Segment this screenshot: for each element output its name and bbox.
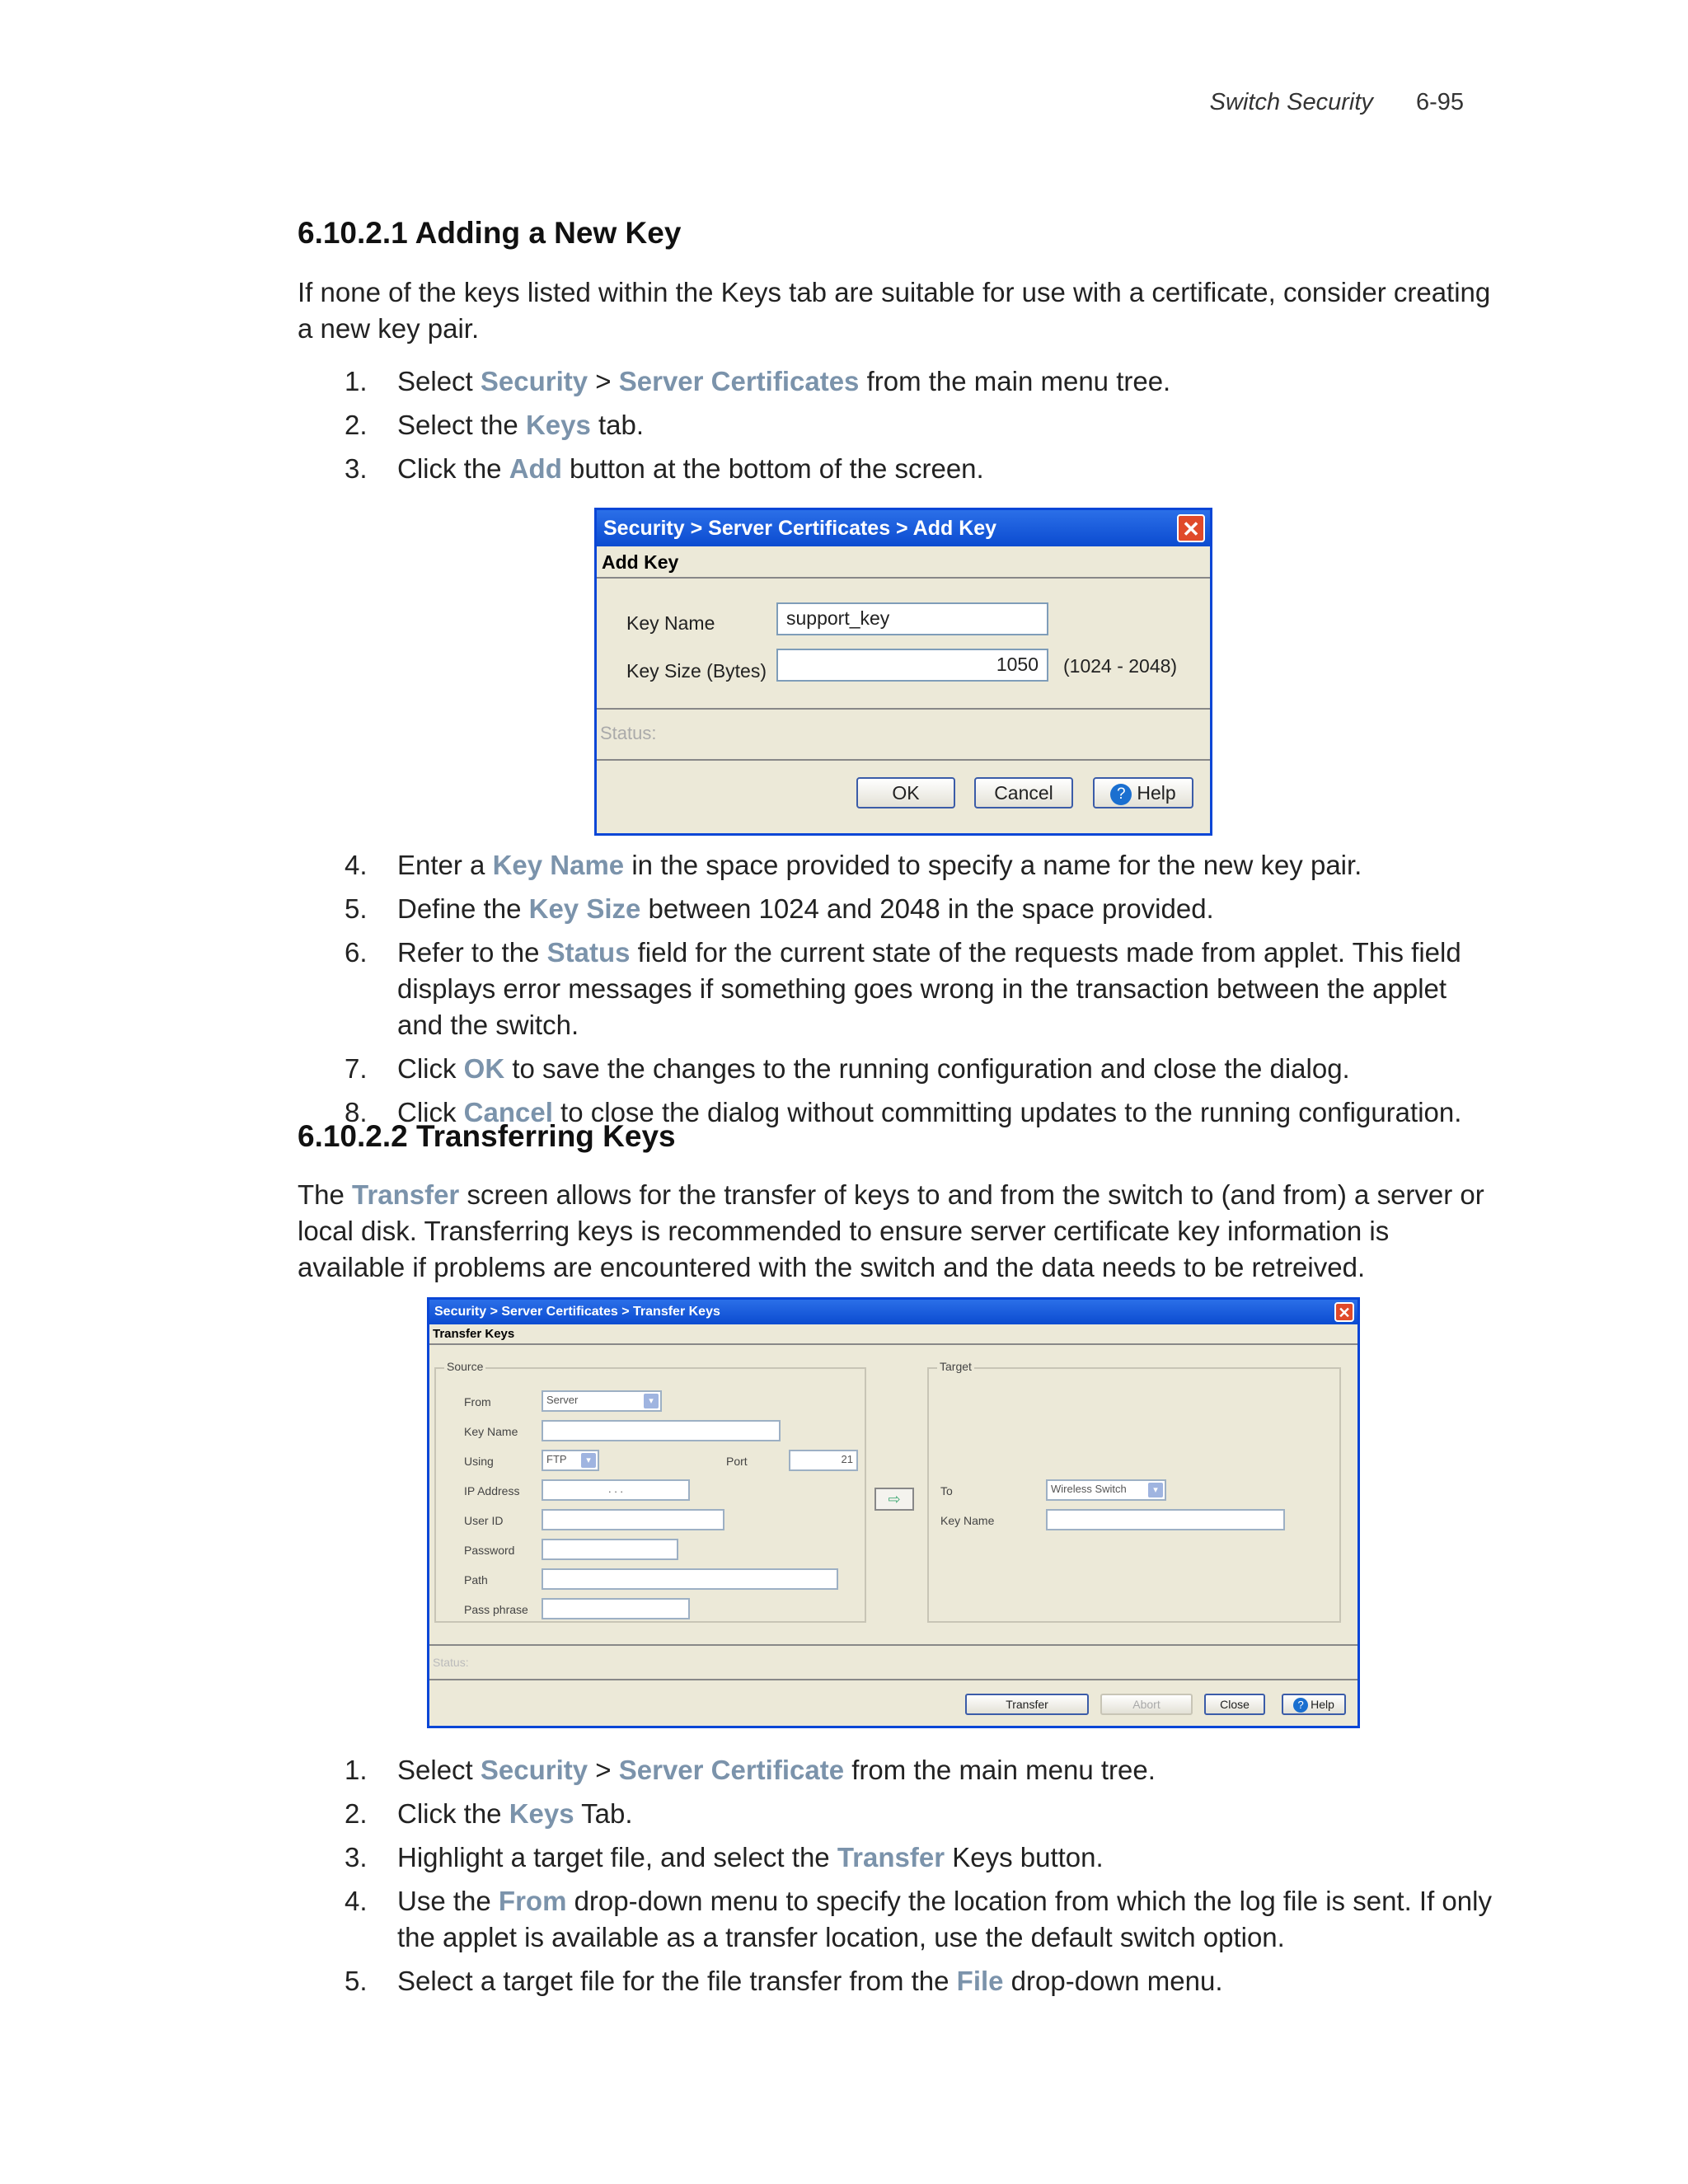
section-heading-transferring-keys: 6.10.2.2 Transferring Keys: [298, 1119, 676, 1153]
key-name-label: Key Name: [626, 612, 715, 634]
ok-button[interactable]: OK: [856, 777, 955, 808]
close-button[interactable]: Close: [1204, 1694, 1265, 1715]
key-size-range: (1024 - 2048): [1063, 655, 1178, 677]
source-group: [434, 1360, 866, 1623]
page-header: [1210, 89, 1464, 116]
pass-phrase-label: Pass phrase: [464, 1603, 528, 1616]
from-label: From: [464, 1395, 491, 1408]
dialog-section-title: Transfer Keys: [429, 1324, 1357, 1345]
transfer-keys-dialog: [427, 1297, 1360, 1728]
password-label: Password: [464, 1544, 515, 1557]
list-item: 4. Use the From drop-down menu to specify the location from which the log file is sent. If only the applet is available as a transfer location, use the default switch option.: [345, 1886, 1492, 1952]
port-label: Port: [726, 1455, 748, 1468]
password-input[interactable]: [542, 1539, 678, 1560]
key-name-label: Key Name: [464, 1425, 518, 1438]
list-item: 7. Click OK to save the changes to the running configuration and close the dialog.: [345, 1053, 1350, 1084]
divider: [429, 1644, 1357, 1646]
key-size-input[interactable]: 1050: [776, 649, 1048, 682]
status-field: Status:: [433, 1656, 469, 1669]
steps-list-b: [345, 847, 1498, 1138]
divider: [597, 708, 1210, 710]
port-input[interactable]: 21: [789, 1450, 858, 1471]
close-icon[interactable]: ✕: [1334, 1302, 1354, 1322]
to-label: To: [940, 1484, 953, 1497]
list-item: 1. Select Security > Server Certificate from the main menu tree.: [345, 1755, 1156, 1785]
cancel-button[interactable]: Cancel: [974, 777, 1073, 808]
help-button[interactable]: ? Help: [1282, 1694, 1346, 1715]
path-label: Path: [464, 1573, 488, 1586]
steps-list-a: [345, 363, 1498, 494]
dialog-titlebar: [429, 1300, 1357, 1324]
path-input[interactable]: [542, 1568, 838, 1590]
target-key-name-label: Key Name: [940, 1514, 995, 1527]
chevron-down-icon: ▾: [644, 1394, 659, 1408]
list-item: 1. Select Security > Server Certificates from the main menu tree.: [345, 366, 1171, 396]
list-item: 2. Select the Keys tab.: [345, 410, 645, 440]
chevron-down-icon: ▾: [581, 1453, 596, 1468]
page-number: 6-95: [1415, 89, 1464, 115]
add-key-dialog: [594, 508, 1212, 836]
status-field: Status:: [600, 723, 657, 743]
using-label: Using: [464, 1455, 494, 1468]
pass-phrase-input[interactable]: [542, 1598, 690, 1619]
list-item: 6. Refer to the Status field for the current state of the requests made from applet. This field displays error messages if something goes wrong in the transaction between the applet and the switch.: [345, 937, 1461, 1040]
help-icon: ?: [1293, 1698, 1308, 1713]
key-name-input[interactable]: support_key: [776, 602, 1048, 635]
user-id-input[interactable]: [542, 1509, 724, 1530]
steps-list-c: [345, 1752, 1498, 2007]
target-group: [927, 1360, 1341, 1623]
transfer-paragraph: The Transfer screen allows for the transfer of keys to and from the switch to (and from) a server or local disk. Transferring keys is recommended to ensure server certificate key information is available if problems are encountered with the switch and the data needs to be retreived.: [298, 1179, 1484, 1282]
list-item: 8. Click Cancel to close the dialog without committing updates to the running configuration.: [345, 1097, 1462, 1127]
list-item: 2. Click the Keys Tab.: [345, 1798, 633, 1829]
divider: [429, 1679, 1357, 1680]
list-item: 3. Click the Add button at the bottom of the screen.: [345, 453, 984, 484]
dialog-titlebar: [597, 510, 1210, 546]
to-select[interactable]: Wireless Switch ▾: [1046, 1479, 1166, 1501]
help-button[interactable]: ? Help: [1093, 777, 1193, 808]
intro-paragraph: If none of the keys listed within the Keys tab are suitable for use with a certificate, consider creating a new key pair.: [298, 277, 1491, 344]
transfer-button[interactable]: Transfer: [965, 1694, 1089, 1715]
using-select[interactable]: FTP ▾: [542, 1450, 599, 1471]
dialog-section-title: Add Key: [597, 546, 1210, 579]
abort-button[interactable]: Abort: [1100, 1694, 1193, 1715]
ip-address-input[interactable]: . . .: [542, 1479, 690, 1501]
dialog-title: Security > Server Certificates > Transfer Keys: [434, 1305, 720, 1319]
dialog-title: Security > Server Certificates > Add Key: [603, 517, 997, 540]
key-name-input[interactable]: [542, 1420, 781, 1441]
close-icon[interactable]: ✕: [1177, 514, 1205, 542]
list-item: 5. Define the Key Size between 1024 and 2048 in the space provided.: [345, 893, 1214, 924]
list-item: 4. Enter a Key Name in the space provided to specify a name for the new key pair.: [345, 850, 1362, 880]
ip-address-label: IP Address: [464, 1484, 520, 1497]
list-item: 5. Select a target file for the file transfer from the File drop-down menu.: [345, 1966, 1223, 1996]
list-item: 3. Highlight a target file, and select the Transfer Keys button.: [345, 1842, 1104, 1872]
from-select[interactable]: Server ▾: [542, 1390, 662, 1412]
header-section: Switch Security: [1209, 89, 1373, 115]
key-size-label: Key Size (Bytes): [626, 660, 767, 682]
target-group-title: Target: [937, 1360, 974, 1373]
chevron-down-icon: ▾: [1148, 1483, 1163, 1497]
help-icon: ?: [1110, 784, 1132, 805]
section-heading-adding-key: 6.10.2.1 Adding a New Key: [298, 216, 682, 250]
user-id-label: User ID: [464, 1514, 504, 1527]
divider: [597, 759, 1210, 761]
transfer-arrow-icon: ⇨: [874, 1488, 914, 1511]
source-group-title: Source: [444, 1360, 485, 1373]
target-key-name-input[interactable]: [1046, 1509, 1285, 1530]
